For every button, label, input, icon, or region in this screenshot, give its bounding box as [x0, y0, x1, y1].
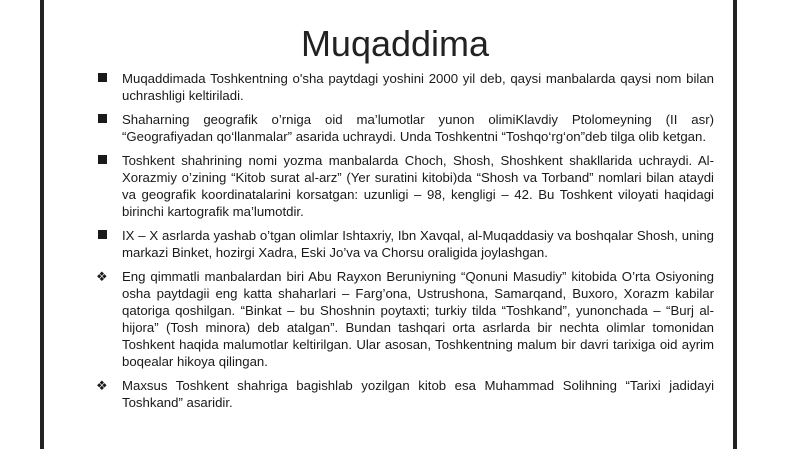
square-bullet-icon — [98, 230, 107, 239]
diamond-bullet-icon: ❖ — [96, 269, 108, 284]
bullet-item — [98, 377, 714, 411]
square-bullet-icon — [98, 73, 107, 82]
bullet-item — [98, 111, 714, 145]
bullet-item — [98, 70, 714, 104]
bullet-item — [98, 268, 714, 370]
diamond-bullet-icon: ❖ — [96, 378, 108, 393]
square-bullet-icon — [98, 114, 107, 123]
bullet-text: IX – X asrlarda yashab o’tgan olimlar Ishtaxriy, Ibn Xavqal, al-Muqaddasiy va boshqalar Shosh, uning markazi Binket, hozirgi Xadra, Eski Jo’va va Chorsu oraligida joylashgan. — [122, 228, 714, 260]
bullet-text: Muqaddimada Toshkentning o'sha paytdagi yoshini 2000 yil deb, qaysi manbalarda qaysi nom bilan uchrashligi keltiriladi. — [122, 71, 714, 103]
bullet-text: Shaharning geografik o’rniga oid ma’lumotlar yunon olimiKlavdiy Ptolomeyning (II asr) “Geografiyadan qo‘llanmalar” asarida uchraydi. Unda Toshkentni “Toshqo‘rg‘on”deb tilga olib ketgan. — [122, 112, 714, 144]
bullet-item — [98, 227, 714, 261]
square-bullet-icon — [98, 155, 107, 164]
slide-margin-left — [0, 0, 40, 449]
bullet-text: Toshkent shahrining nomi yozma manbalarda Choch, Shosh, Shoshkent shakllarida uchraydi. Al-Xorazmiy o’zining “Kitob surat al-arz” (Yer suratini kitobi)da “Shosh va Torband” nomlari bilan ataydi va geografik koordinatalarini korsatgan: uzunligi – 98, kengligi – 42. Bu Toshkent viloyati haqidagi birinchi kartografik ma’lumotdir. — [122, 153, 714, 219]
bullet-item — [98, 152, 714, 220]
bullet-text: Maxsus Toshkent shahriga bagishlab yozilgan kitob esa Muhammad Solihning “Tarixi jadidayi Toshkand” asaridir. — [122, 378, 714, 410]
bullet-text: Eng qimmatli manbalardan biri Abu Rayxon Beruniyning “Qonuni Masudiy” kitobida O’rta Osiyoning osha paytdagii eng katta shaharlari – Farg’ona, Ustrushona, Samarqand, Buxoro, Xorazm kabilar qatoriga qoshilgan. “Binkat – bu Shoshnin poytaxti; turkiy tilda “Toshkand”, yunonchada – “Burj al-hijora” (Tosh minora) deb atalgan”. Bundan tashqari orta asrlarda bir nechta olimlar tomonidan Toshkent haqida malumotlar keltirilgan. Ular asosan, Toshkentning malum bir davri tarixiga oid ayrim boqealar hikoya qilingan. — [122, 269, 714, 369]
slide-border-left — [40, 0, 44, 449]
slide-margin-right — [737, 0, 800, 449]
slide-title: Muqaddima — [300, 23, 490, 64]
slide-body — [98, 70, 714, 418]
